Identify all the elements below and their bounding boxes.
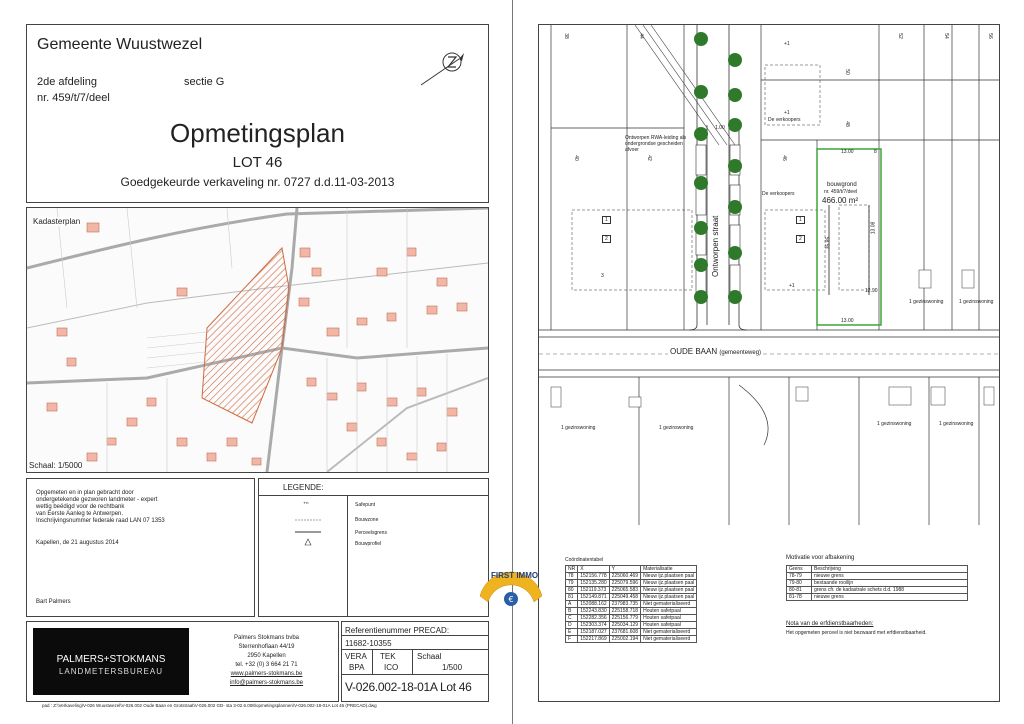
lot-number: 48 <box>843 121 850 127</box>
lot-number: 52 <box>896 33 903 39</box>
building-tag: 2 <box>796 235 805 243</box>
company-city: 2950 Kapellen <box>247 653 286 659</box>
motivation-header: Grens <box>787 566 812 573</box>
coords-table <box>565 565 697 643</box>
signature-name: Bart Palmers <box>36 599 71 605</box>
cadastral-map-label: Kadasterplan <box>33 217 81 226</box>
dimension: 13.00 <box>841 318 854 324</box>
dwelling-label: 1 gezinswoning <box>561 425 596 431</box>
marker-icon: ⁺ⁿ <box>303 501 309 508</box>
division: 2de afdeling <box>37 76 97 88</box>
dimension: 13.08 <box>870 221 877 235</box>
dimension: 8 <box>874 149 877 155</box>
first-immo-badge <box>476 566 546 606</box>
lot-title: LOT 46 <box>232 154 283 171</box>
easement-note: Het opgemeten perceel is niet bezwaard met erfdienstbaarheid. <box>786 630 927 636</box>
legend <box>258 478 489 617</box>
company-block <box>26 621 339 702</box>
company-logo <box>33 628 189 695</box>
company-phone: tel. +32 (0) 3 664 21 71 <box>235 662 298 668</box>
dimension: 35.85 <box>825 236 832 250</box>
legend-item: Bouwprofiel <box>355 541 382 547</box>
municipality: Gemeente Wuustwezel <box>37 36 203 53</box>
ref-col-label: VERA <box>345 652 367 661</box>
place-date: Kapellen, de 21 augustus 2014 <box>36 540 119 546</box>
table-row: 81 152149.871 225049.458 Nieuw ijz.plaatsen paal <box>566 594 697 601</box>
sellers-label: De verkoopers <box>768 117 801 123</box>
surveyor-line: van Eerste Aanleg te Antwerpen. <box>36 511 124 517</box>
surveyor-line: Opgemeten en in plan gebracht door <box>36 490 134 496</box>
lot-number: 56 <box>986 33 993 39</box>
building-tag: +1 <box>789 283 795 289</box>
coords-header: X <box>578 566 609 573</box>
plan-code: V-026.002-18-01A Lot 46 <box>345 680 472 694</box>
lot-parcel: nr. 459/t/7/deel <box>824 189 858 195</box>
svg-text:€: € <box>508 595 514 604</box>
legend-item: Bouwzone <box>355 517 379 523</box>
lot-number: 44 <box>637 33 644 39</box>
coords-header: Materialisatie <box>641 566 697 573</box>
lot-number: 40 <box>572 155 579 161</box>
dwelling-label: 1 gezinswoning <box>939 421 974 427</box>
dwelling-label: 1 gezinswoning <box>659 425 694 431</box>
table-row: E 152187.027 237681.608 Niet gematerialiseerd <box>566 629 697 636</box>
table-row: 78 152156.778 225060.469 Nieuw ijz.plaatsen paal <box>566 573 697 580</box>
coords-header: NR <box>566 566 578 573</box>
table-row: 79 152135.280 225079.596 Nieuw ijz.plaatsen paal <box>566 580 697 587</box>
reference-number: 11682-10355 <box>345 639 392 648</box>
lot-number: 46 <box>780 155 787 161</box>
lot-number: 54 <box>942 33 949 39</box>
logo-line-2: LANDMETERSBUREAU <box>58 667 163 676</box>
dimension: 13.00 <box>841 149 854 155</box>
company-email[interactable]: info@palmers-stokmans.be <box>229 680 304 686</box>
ref-col-value: BPA <box>349 663 365 672</box>
logo-line-1: PALMERS+STOKMANS <box>56 654 166 665</box>
reference-title: Referentienummer PRECAD: <box>345 626 450 635</box>
title-block <box>26 24 489 203</box>
dwelling-label: 1 gezinswoning <box>959 299 994 305</box>
company-street: Sterrenhoflaan 44/19 <box>238 644 295 650</box>
building-tag: 3 <box>601 273 604 279</box>
sellers-label: De verkoopers <box>762 191 795 197</box>
cadastral-map-drawing <box>27 208 488 472</box>
cadastral-map-scale: Schaal: 1/5000 <box>29 461 83 470</box>
north-arrow-icon <box>419 47 469 87</box>
legend-item: Perceelsgrens <box>355 530 387 536</box>
surveyor-line: wettig beëdigd voor de rechtbank <box>36 504 125 510</box>
street-main-label <box>668 347 763 356</box>
lot-number: 38 <box>562 33 569 39</box>
ref-col-value: 1/500 <box>442 663 463 672</box>
table-row: D 152303.374 225034.129 Houten safetpaal <box>566 622 697 629</box>
reference-block <box>341 621 489 702</box>
ref-col-label: TEK <box>380 652 396 661</box>
street-main-type: (gemeenteweg) <box>719 350 762 356</box>
surveyor-line: Inschrijvingsnummer federale raad LAN 07 1353 <box>36 518 165 524</box>
company-web[interactable]: www.palmers-stokmans.be <box>230 671 303 677</box>
sewer-note: Ontworpen RWA-leiding als ondergrondse gescheiden afvoer <box>625 135 687 153</box>
building-tag: 2 <box>602 235 611 243</box>
street-new-label: Ontworpen straat <box>711 215 720 277</box>
motivation-header: Beschrijving <box>812 566 968 573</box>
dimension: 1.00 <box>715 125 725 131</box>
approval-line: Goedgekeurde verkaveling nr. 0727 d.d.11-03-2013 <box>120 175 395 189</box>
dwelling-label: 1 gezinswoning <box>909 299 944 305</box>
ref-col-label: Schaal <box>417 652 442 661</box>
building-tag: 1 <box>602 216 611 224</box>
surveyor-note <box>26 478 255 617</box>
table-row: 80-81 grens cfr. de kadastrale schets d.d. 1988 <box>787 587 968 594</box>
site-plan <box>538 24 1000 702</box>
ref-col-value: ICO <box>384 663 399 672</box>
parcel-number: nr. 459/t/7/deel <box>37 92 110 104</box>
coords-header: Y <box>609 566 640 573</box>
first-immo-text: FIRST IMMO <box>491 571 539 580</box>
motivation-table <box>786 565 968 601</box>
page-separator <box>512 0 513 724</box>
easement-title: Nota van de erfdienstbaarheden: <box>786 621 874 627</box>
building-tag: +1 <box>784 41 790 47</box>
table-row: 80 152119.373 225065.583 Nieuw ijz.plaatsen paal <box>566 587 697 594</box>
building-tag: +1 <box>784 110 790 116</box>
table-row: 81-78 nieuwe grens <box>787 594 968 601</box>
dimension: 12.90 <box>865 288 878 294</box>
file-path: pad : Z:\Verkaveling\V-026 Wuustwezel\V-026.002 Oude Baan en Grotstraat\V-026.002 GD- sta 3-02.6.008\opmetingsplannen\V-026.002-18-01A Lot 46 (PRECAD).dwg <box>42 703 377 708</box>
building-profile-icon <box>305 539 311 545</box>
table-row: F 152217.869 225002.194 Niet gematerialiseerd <box>566 636 697 643</box>
street-main-name: OUDE BAAN <box>670 347 718 356</box>
dwelling-label: 1 gezinswoning <box>877 421 912 427</box>
document-title: Opmetingsplan <box>170 118 345 148</box>
table-row: 78-79 nieuwe grens <box>787 573 968 580</box>
legend-symbols <box>289 499 329 549</box>
table-row: B 152243.830 225158.718 Houten safetpaal <box>566 608 697 615</box>
building-tag: 1 <box>796 216 805 224</box>
surveyor-line: ondergetekende gezworen landmeter - expert <box>36 497 158 503</box>
lot-number: 50 <box>843 69 850 75</box>
table-row: A 152088.162 237983.735 Niet gematerialiseerd <box>566 601 697 608</box>
company-name: Palmers Stokmans bvba <box>233 635 300 641</box>
coords-title: Coördinatentabel <box>565 557 604 563</box>
legend-item: Safepunt <box>355 502 376 508</box>
motivation-title: Motivatie voor afbakening <box>786 555 855 561</box>
lot-label: bouwgrond <box>827 182 857 188</box>
table-row: C 152282.356 225156.779 Houten safetpaal <box>566 615 697 622</box>
legend-title: LEGENDE: <box>283 483 324 492</box>
section: sectie G <box>184 76 225 88</box>
lot-number: 42 <box>645 155 652 161</box>
lot-area: 466.00 m² <box>822 196 859 205</box>
table-row: 79-80 bestaande rooilijn <box>787 580 968 587</box>
cadastral-map <box>26 207 489 473</box>
